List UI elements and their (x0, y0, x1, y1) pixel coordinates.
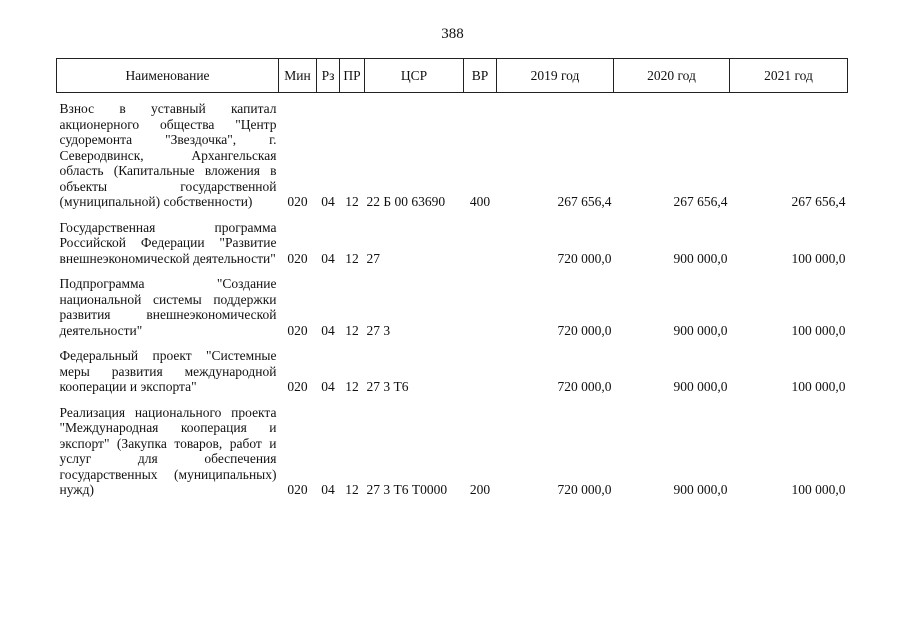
row-2019: 720 000,0 (557, 379, 612, 394)
row-2020: 900 000,0 (673, 322, 728, 338)
table-row (57, 220, 848, 267)
budget-table (56, 58, 848, 498)
row-2021: 100 000,0 (791, 250, 846, 266)
table-header-row (57, 59, 848, 93)
row-csr: 22 Б 00 63690 (366, 194, 446, 209)
row-vr (464, 220, 497, 267)
row-vr (464, 276, 497, 338)
table-row (57, 101, 848, 210)
row-name: Взнос в уставный капитал акционерного общества "Центр судоремонта "Звездочка", г. Северодвинск, Архангельская область (Капитальные вложения в объекты государственной (муниципальной) собственности) (59, 101, 277, 209)
header-csr: ЦСР (365, 59, 464, 93)
page-number: 388 (441, 26, 464, 42)
row-csr: 27 (366, 250, 380, 266)
row-min: 020 (287, 250, 308, 266)
row-min: 020 (287, 194, 308, 209)
row-csr: 27 3 Т6 Т0000 (366, 482, 448, 497)
row-2020: 900 000,0 (673, 250, 728, 266)
table-row (57, 405, 848, 498)
header-name: Наименование (57, 59, 279, 93)
row-2019: 720 000,0 (557, 250, 612, 266)
row-rz: 04 (321, 482, 335, 497)
header-pr: ПР (340, 59, 365, 93)
row-rz: 04 (321, 250, 335, 266)
header-min: Мин (279, 59, 317, 93)
row-rz: 04 (321, 322, 335, 338)
row-2020: 900 000,0 (673, 482, 728, 497)
table-row (57, 276, 848, 338)
row-pr: 12 (345, 194, 359, 209)
row-2020: 900 000,0 (673, 379, 728, 394)
header-2019: 2019 год (497, 59, 614, 93)
row-csr: 27 3 (366, 322, 391, 338)
row-2019: 720 000,0 (557, 322, 612, 338)
row-2020: 267 656,4 (673, 194, 728, 209)
row-min: 020 (287, 482, 308, 497)
row-name: Государственная программа Российской Федерации "Развитие внешнеэкономической деятельности" (59, 219, 277, 266)
table-row (57, 348, 848, 395)
row-pr: 12 (345, 250, 359, 266)
row-min: 020 (287, 322, 308, 338)
row-vr: 200 (469, 482, 491, 497)
row-rz: 04 (321, 194, 335, 209)
row-pr: 12 (345, 322, 359, 338)
row-2019: 267 656,4 (557, 194, 612, 209)
row-pr: 12 (345, 482, 359, 497)
row-name: Федеральный проект "Системные меры развития международной кооперации и экспорта" (59, 348, 277, 394)
header-vr: ВР (464, 59, 497, 93)
header-2020: 2020 год (614, 59, 730, 93)
row-2021: 100 000,0 (791, 322, 846, 338)
row-pr: 12 (345, 379, 359, 394)
row-min: 020 (287, 379, 308, 394)
row-2021: 267 656,4 (791, 194, 846, 209)
row-csr: 27 3 Т6 (366, 379, 409, 394)
header-rz: Рз (317, 59, 340, 93)
row-2019: 720 000,0 (557, 482, 612, 497)
row-2021: 100 000,0 (791, 379, 846, 394)
header-2021: 2021 год (730, 59, 848, 93)
row-rz: 04 (321, 379, 335, 394)
row-name: Реализация национального проекта "Международная кооперация и экспорт" (Закупка товаров, работ и услуг для обеспечения государственных (муниципальных) нужд) (59, 404, 277, 497)
row-name: Подпрограмма "Создание национальной системы поддержки развития внешнеэкономической деятельности" (59, 276, 277, 338)
row-vr (464, 348, 497, 395)
row-vr: 400 (469, 194, 491, 209)
row-2021: 100 000,0 (791, 482, 846, 497)
